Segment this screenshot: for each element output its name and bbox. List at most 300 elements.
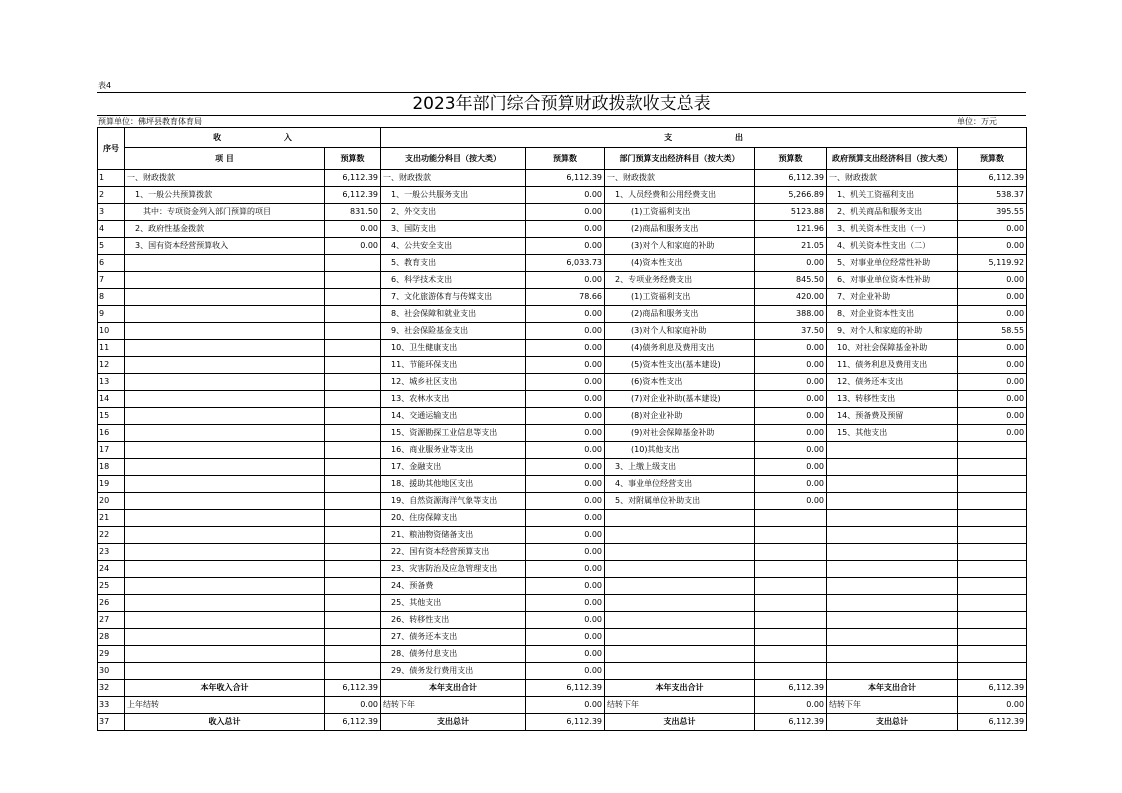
func-value-cell: 0.00 [526,595,605,612]
table-row [98,306,1027,323]
gov-econ-item-cell [827,442,958,459]
dept-econ-item-cell: 4、事业单位经营支出 [605,476,755,493]
income-value-cell: 6,112.39 [325,187,381,204]
header-item: 项 目 [125,148,325,170]
func-item-cell: 12、城乡社区支出 [381,374,526,391]
header-budget-func: 预算数 [526,148,605,170]
gov-econ-item-cell [827,544,958,561]
func-value-cell: 0.00 [526,646,605,663]
income-item-cell [125,629,325,646]
table-row [98,289,1027,306]
dept-econ-item-cell: (3)对个人和家庭的补助 [605,238,755,255]
seq-cell: 18 [98,459,125,476]
gov-econ-item-cell [827,646,958,663]
dept-econ-value-cell: 845.50 [755,272,827,289]
table-row [98,646,1027,663]
seq-cell: 26 [98,595,125,612]
currency-unit: 单位：万元 [957,117,997,126]
gov-econ-value-cell [958,612,1027,629]
gov-econ-value-cell [958,493,1027,510]
seq-cell: 27 [98,612,125,629]
func-item-cell: 5、教育支出 [381,255,526,272]
seq-cell: 29 [98,646,125,663]
seq-cell: 6 [98,255,125,272]
gov-econ-item-cell [827,629,958,646]
income-value-cell [325,340,381,357]
gov-econ-value-cell [958,527,1027,544]
dept-econ-item-cell: (8)对企业补助 [605,408,755,425]
seq-cell: 12 [98,357,125,374]
dept-econ-item-cell: 2、专项业务经费支出 [605,272,755,289]
income-value-cell [325,578,381,595]
func-value-cell: 0.00 [526,272,605,289]
dept-econ-value-cell: 0.00 [755,459,827,476]
table-row [98,408,1027,425]
dept-econ-item-cell [605,510,755,527]
header-budget-income: 预算数 [325,148,381,170]
income-item-cell [125,408,325,425]
func-item-cell: 支出总计 [381,714,526,731]
func-item-cell: 24、预备费 [381,578,526,595]
gov-econ-item-cell: 8、对企业资本性支出 [827,306,958,323]
dept-econ-item-cell: (6)资本性支出 [605,374,755,391]
gov-econ-item-cell [827,595,958,612]
dept-econ-value-cell: 5,266.89 [755,187,827,204]
func-value-cell: 0.00 [526,391,605,408]
func-value-cell: 0.00 [526,697,605,714]
func-value-cell: 0.00 [526,561,605,578]
gov-econ-value-cell [958,510,1027,527]
func-value-cell: 0.00 [526,493,605,510]
gov-econ-value-cell: 0.00 [958,374,1027,391]
gov-econ-item-cell: 11、债务利息及费用支出 [827,357,958,374]
dept-econ-item-cell: 1、人员经费和公用经费支出 [605,187,755,204]
gov-econ-item-cell: 3、机关资本性支出（一） [827,221,958,238]
dept-econ-value-cell: 6,112.39 [755,170,827,187]
func-item-cell: 26、转移性支出 [381,612,526,629]
dept-econ-value-cell: 6,112.39 [755,714,827,731]
gov-econ-item-cell [827,612,958,629]
dept-econ-item-cell: 本年支出合计 [605,680,755,697]
gov-econ-value-cell: 0.00 [958,272,1027,289]
func-value-cell: 0.00 [526,340,605,357]
gov-econ-item-cell: 1、机关工资福利支出 [827,187,958,204]
income-item-cell [125,323,325,340]
func-value-cell: 0.00 [526,476,605,493]
dept-econ-value-cell: 6,112.39 [755,680,827,697]
dept-econ-item-cell: (2)商品和服务支出 [605,306,755,323]
func-value-cell: 0.00 [526,527,605,544]
dept-econ-item-cell: (10)其他支出 [605,442,755,459]
gov-econ-item-cell: 15、其他支出 [827,425,958,442]
income-item-cell [125,425,325,442]
gov-econ-value-cell: 5,119.92 [958,255,1027,272]
gov-econ-item-cell: 本年支出合计 [827,680,958,697]
gov-econ-item-cell [827,493,958,510]
dept-econ-item-cell [605,663,755,680]
dept-econ-item-cell [605,578,755,595]
gov-econ-item-cell [827,459,958,476]
gov-econ-value-cell: 0.00 [958,289,1027,306]
table-row [98,272,1027,289]
gov-econ-value-cell: 0.00 [958,408,1027,425]
gov-econ-value-cell: 0.00 [958,391,1027,408]
dept-econ-value-cell: 0.00 [755,408,827,425]
seq-cell: 25 [98,578,125,595]
income-item-cell [125,340,325,357]
dept-econ-item-cell [605,561,755,578]
table-row [98,391,1027,408]
income-value-cell [325,493,381,510]
gov-econ-value-cell: 0.00 [958,425,1027,442]
func-value-cell: 0.00 [526,663,605,680]
dept-econ-value-cell: 0.00 [755,476,827,493]
income-item-cell [125,663,325,680]
income-value-cell [325,595,381,612]
func-value-cell: 0.00 [526,612,605,629]
func-item-cell: 13、农林水支出 [381,391,526,408]
dept-econ-value-cell: 21.05 [755,238,827,255]
gov-econ-item-cell: 5、对事业单位经常性补助 [827,255,958,272]
table-row [98,238,1027,255]
table-row [98,340,1027,357]
dept-econ-item-cell [605,595,755,612]
dept-econ-item-cell: (4)债务利息及费用支出 [605,340,755,357]
income-value-cell [325,374,381,391]
header-func: 支出功能分科目（按大类） [381,148,526,170]
gov-econ-item-cell [827,663,958,680]
gov-econ-item-cell: 7、对企业补助 [827,289,958,306]
table-row [98,595,1027,612]
income-value-cell [325,357,381,374]
income-value-cell [325,289,381,306]
seq-cell: 15 [98,408,125,425]
table-body [98,170,1027,731]
dept-econ-value-cell: 0.00 [755,391,827,408]
income-value-cell [325,408,381,425]
gov-econ-item-cell: 13、转移性支出 [827,391,958,408]
func-item-cell: 20、住房保障支出 [381,510,526,527]
table-row [98,578,1027,595]
gov-econ-item-cell: 支出总计 [827,714,958,731]
func-item-cell: 9、社会保险基金支出 [381,323,526,340]
income-value-cell: 6,112.39 [325,714,381,731]
seq-cell: 30 [98,663,125,680]
dept-econ-item-cell: (4)资本性支出 [605,255,755,272]
seq-cell: 37 [98,714,125,731]
header-income: 收 入 [125,128,381,148]
seq-cell: 2 [98,187,125,204]
income-item-cell [125,306,325,323]
dept-econ-value-cell: 0.00 [755,340,827,357]
gov-econ-value-cell: 0.00 [958,697,1027,714]
income-value-cell [325,510,381,527]
table-row [98,612,1027,629]
table-row [98,255,1027,272]
income-value-cell [325,476,381,493]
seq-cell: 17 [98,442,125,459]
func-value-cell: 0.00 [526,374,605,391]
income-item-cell: 收入总计 [125,714,325,731]
income-item-cell [125,391,325,408]
gov-econ-item-cell: 14、预备费及预留 [827,408,958,425]
gov-econ-value-cell [958,476,1027,493]
gov-econ-value-cell [958,459,1027,476]
func-item-cell: 19、自然资源海洋气象等支出 [381,493,526,510]
dept-econ-value-cell: 420.00 [755,289,827,306]
dept-econ-item-cell: (3)对个人和家庭补助 [605,323,755,340]
func-item-cell: 8、社会保障和就业支出 [381,306,526,323]
income-value-cell: 0.00 [325,697,381,714]
gov-econ-value-cell: 6,112.39 [958,714,1027,731]
seq-cell: 3 [98,204,125,221]
func-value-cell: 0.00 [526,408,605,425]
income-item-cell [125,578,325,595]
gov-econ-value-cell: 0.00 [958,357,1027,374]
gov-econ-item-cell [827,527,958,544]
func-value-cell: 0.00 [526,221,605,238]
gov-econ-item-cell: 10、对社会保障基金补助 [827,340,958,357]
dept-econ-item-cell [605,629,755,646]
income-item-cell [125,561,325,578]
func-value-cell: 0.00 [526,357,605,374]
income-item-cell [125,476,325,493]
table-row [98,561,1027,578]
dept-econ-value-cell [755,527,827,544]
budget-unit-name: 预算单位：佛坪县教育体育局 [98,117,202,126]
dept-econ-value-cell: 0.00 [755,425,827,442]
dept-econ-value-cell [755,595,827,612]
table-row [98,663,1027,680]
income-value-cell [325,561,381,578]
dept-econ-value-cell: 37.50 [755,323,827,340]
gov-econ-item-cell: 9、对个人和家庭的补助 [827,323,958,340]
func-item-cell: 18、援助其他地区支出 [381,476,526,493]
income-item-cell [125,493,325,510]
table-row [98,221,1027,238]
header-gov-econ: 政府预算支出经济科目（按大类） [827,148,958,170]
table-row [98,544,1027,561]
gov-econ-value-cell: 395.55 [958,204,1027,221]
func-item-cell: 11、节能环保支出 [381,357,526,374]
table-row [98,187,1027,204]
income-item-cell: 3、国有资本经营预算收入 [125,238,325,255]
dept-econ-item-cell: (1)工资福利支出 [605,289,755,306]
seq-cell: 22 [98,527,125,544]
table-row [98,459,1027,476]
seq-cell: 4 [98,221,125,238]
income-value-cell [325,425,381,442]
income-value-cell [325,646,381,663]
seq-cell: 14 [98,391,125,408]
table-row [98,204,1027,221]
income-value-cell [325,323,381,340]
dept-econ-value-cell: 0.00 [755,493,827,510]
dept-econ-value-cell [755,612,827,629]
func-item-cell: 29、债务发行费用支出 [381,663,526,680]
dept-econ-value-cell: 121.96 [755,221,827,238]
func-value-cell: 6,112.39 [526,680,605,697]
dept-econ-item-cell [605,646,755,663]
gov-econ-item-cell [827,510,958,527]
income-item-cell: 其中：专项资金列入部门预算的项目 [125,204,325,221]
income-item-cell [125,255,325,272]
table-row [98,527,1027,544]
dept-econ-value-cell [755,629,827,646]
income-item-cell [125,595,325,612]
dept-econ-item-cell: (9)对社会保障基金补助 [605,425,755,442]
dept-econ-value-cell [755,578,827,595]
func-value-cell: 6,112.39 [526,714,605,731]
table-row [98,493,1027,510]
func-item-cell: 16、商业服务业等支出 [381,442,526,459]
func-item-cell: 15、资源勘探工业信息等支出 [381,425,526,442]
income-value-cell [325,544,381,561]
seq-cell: 7 [98,272,125,289]
income-item-cell: 2、政府性基金拨款 [125,221,325,238]
func-item-cell: 一、财政拨款 [381,170,526,187]
seq-cell: 32 [98,680,125,697]
gov-econ-value-cell [958,561,1027,578]
dept-econ-item-cell: 3、上缴上级支出 [605,459,755,476]
header-budget-dept: 预算数 [755,148,827,170]
func-value-cell: 0.00 [526,204,605,221]
func-item-cell: 2、外交支出 [381,204,526,221]
gov-econ-item-cell: 2、机关商品和服务支出 [827,204,958,221]
gov-econ-item-cell: 6、对事业单位资本性补助 [827,272,958,289]
dept-econ-value-cell: 0.00 [755,374,827,391]
func-item-cell: 25、其他支出 [381,595,526,612]
gov-econ-item-cell [827,476,958,493]
gov-econ-item-cell: 一、财政拨款 [827,170,958,187]
table-row [98,510,1027,527]
func-item-cell: 23、灾害防治及应急管理支出 [381,561,526,578]
income-value-cell [325,527,381,544]
income-value-cell: 6,112.39 [325,170,381,187]
gov-econ-value-cell: 58.55 [958,323,1027,340]
income-value-cell [325,255,381,272]
total-row [98,697,1027,714]
func-value-cell: 0.00 [526,629,605,646]
header-expense: 支 出 [381,128,1027,148]
income-value-cell: 831.50 [325,204,381,221]
gov-econ-item-cell: 4、机关资本性支出（二） [827,238,958,255]
func-value-cell: 0.00 [526,323,605,340]
func-item-cell: 27、债务还本支出 [381,629,526,646]
func-item-cell: 28、债务付息支出 [381,646,526,663]
income-item-cell [125,272,325,289]
dept-econ-value-cell [755,663,827,680]
dept-econ-value-cell: 5123.88 [755,204,827,221]
header-seq: 序号 [98,128,125,170]
func-value-cell: 0.00 [526,442,605,459]
seq-cell: 19 [98,476,125,493]
table-row [98,357,1027,374]
budget-table [97,127,1027,731]
gov-econ-value-cell [958,646,1027,663]
seq-cell: 8 [98,289,125,306]
dept-econ-item-cell: (5)资本性支出(基本建设) [605,357,755,374]
dept-econ-value-cell: 0.00 [755,697,827,714]
func-value-cell: 6,112.39 [526,170,605,187]
income-item-cell [125,510,325,527]
func-value-cell: 0.00 [526,425,605,442]
gov-econ-item-cell [827,578,958,595]
dept-econ-value-cell [755,544,827,561]
func-value-cell: 0.00 [526,306,605,323]
seq-cell: 23 [98,544,125,561]
income-item-cell [125,459,325,476]
income-value-cell [325,442,381,459]
seq-cell: 13 [98,374,125,391]
income-value-cell [325,612,381,629]
gov-econ-value-cell: 538.37 [958,187,1027,204]
income-value-cell: 0.00 [325,221,381,238]
income-item-cell [125,289,325,306]
gov-econ-value-cell: 6,112.39 [958,680,1027,697]
table-row [98,170,1027,187]
gov-econ-value-cell: 0.00 [958,238,1027,255]
header-dept-econ: 部门预算支出经济科目（按大类） [605,148,755,170]
income-item-cell [125,357,325,374]
seq-cell: 16 [98,425,125,442]
dept-econ-value-cell: 0.00 [755,357,827,374]
income-item-cell: 上年结转 [125,697,325,714]
income-value-cell: 6,112.39 [325,680,381,697]
gov-econ-value-cell [958,629,1027,646]
func-item-cell: 结转下年 [381,697,526,714]
seq-cell: 21 [98,510,125,527]
func-value-cell: 0.00 [526,238,605,255]
func-item-cell: 3、国防支出 [381,221,526,238]
func-item-cell: 14、交通运输支出 [381,408,526,425]
income-value-cell [325,459,381,476]
seq-cell: 5 [98,238,125,255]
income-value-cell [325,663,381,680]
func-item-cell: 6、科学技术支出 [381,272,526,289]
seq-cell: 11 [98,340,125,357]
dept-econ-value-cell [755,561,827,578]
func-value-cell: 6,033.73 [526,255,605,272]
seq-cell: 33 [98,697,125,714]
func-value-cell: 0.00 [526,459,605,476]
func-item-cell: 1、一般公共服务支出 [381,187,526,204]
dept-econ-item-cell: 一、财政拨款 [605,170,755,187]
seq-cell: 28 [98,629,125,646]
dept-econ-item-cell: 结转下年 [605,697,755,714]
func-item-cell: 21、粮油物资储备支出 [381,527,526,544]
table-row [98,476,1027,493]
func-item-cell: 17、金融支出 [381,459,526,476]
total-row [98,714,1027,731]
func-value-cell: 0.00 [526,544,605,561]
income-value-cell: 0.00 [325,238,381,255]
gov-econ-item-cell [827,561,958,578]
total-row [98,680,1027,697]
gov-econ-value-cell [958,663,1027,680]
table-tag: 表4 [98,81,112,90]
gov-econ-item-cell: 结转下年 [827,697,958,714]
income-value-cell [325,306,381,323]
income-item-cell [125,646,325,663]
income-item-cell: 本年收入合计 [125,680,325,697]
seq-cell: 1 [98,170,125,187]
income-item-cell [125,544,325,561]
dept-econ-value-cell [755,510,827,527]
func-item-cell: 22、国有资本经营预算支出 [381,544,526,561]
income-item-cell [125,612,325,629]
table-row [98,629,1027,646]
